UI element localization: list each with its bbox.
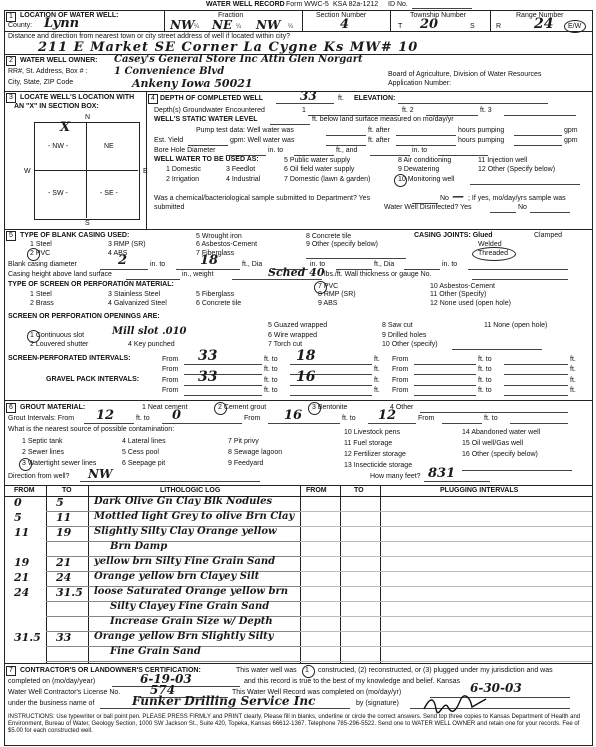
grout-to-1: 0 (172, 408, 182, 423)
screen-material-label: TYPE OF SCREEN OR PERFORATION MATERIAL: (8, 281, 174, 288)
slot-size-value: Mill slot .010 (112, 326, 187, 337)
gravel-to-label-2: ft. to (478, 377, 492, 384)
gravel-from-label-4: From (392, 387, 409, 394)
joints-welded[interactable]: Welded (478, 241, 502, 248)
opening-louvered[interactable]: 2 Louvered shutter (30, 341, 89, 348)
screen-pvc[interactable]: 7 PVC (318, 283, 339, 290)
chem-submitted: submitted (154, 204, 185, 211)
township-label: Township Number (410, 12, 467, 19)
log-row-to: 5 (56, 496, 64, 509)
range-label: Range Number (516, 12, 564, 19)
section-4-number: 4 (148, 94, 158, 104)
grout-cement-grout[interactable]: 2 Cement grout (218, 404, 267, 411)
depth-ft: ft. (338, 95, 344, 102)
perf-ft-3: ft. (374, 366, 380, 373)
perf-from-label-3: From (162, 366, 179, 373)
opening-drilled-holes[interactable]: 9 Drilled holes (382, 332, 427, 339)
contam-watertight-sewer[interactable]: 3 Watertight sewer lines (22, 460, 97, 467)
perf-ft-2: ft. (570, 356, 576, 363)
grout-to-label-3: ft. to (484, 415, 498, 422)
completed-value: 6-19-03 (140, 672, 192, 686)
contam-other[interactable]: 16 Other (specify below) (462, 451, 538, 458)
log-row-to: 21 (56, 556, 72, 569)
threaded-circle (472, 247, 516, 261)
plug-row-divider (300, 646, 592, 647)
watertight-sewer-circle (19, 458, 32, 471)
yield-rest: gpm: Well water was (230, 137, 295, 144)
log-row-divider (46, 661, 300, 662)
section-3-number: 3 (6, 93, 16, 103)
wall-thickness-label: lbs./ft. Wall thickness or gauge No. (324, 271, 432, 278)
elevation-label: ELEVATION: (354, 95, 396, 102)
gravel-intervals-label: GRAVEL PACK INTERVALS: (46, 376, 140, 383)
gravel-from-label: From (162, 377, 179, 384)
contam-insecticide-storage[interactable]: 13 Insecticide storage (344, 462, 413, 469)
contam-pit-privy[interactable]: 7 Pit privy (228, 438, 259, 445)
license-label: Water Well Contractor's License No. (8, 689, 121, 696)
casing-weight-value: Sched 40 (268, 266, 325, 279)
pvc-circle (27, 248, 40, 261)
log-row-to: 33 (56, 631, 72, 644)
screen-asbestos[interactable]: 10 Asbestos-Cement (430, 283, 495, 290)
contam-feedyard[interactable]: 9 Feedyard (228, 460, 264, 467)
chem-sample-no: No (440, 195, 449, 202)
section-grid[interactable] (34, 122, 140, 220)
fraction-value-2: NE (212, 18, 233, 32)
fraction-value-1: NW (170, 18, 195, 32)
county-value: Lynn (44, 16, 80, 31)
bore-in-to-2: in. to (412, 147, 428, 154)
perf-from-value: 33 (198, 348, 218, 364)
opening-other[interactable]: 10 Other (specify) (382, 341, 438, 348)
log-row-from: 24 (14, 586, 30, 599)
direction-label: Direction from well? (8, 473, 70, 480)
use-public-supply[interactable]: 5 Public water supply (284, 157, 351, 164)
section-1-number: 1 (6, 12, 16, 22)
log-row-description: Brn Damp (110, 541, 168, 552)
blank-to-value: 18 (200, 253, 219, 268)
location-title: LOCATION OF WATER WELL: (20, 12, 119, 19)
owner-value: Casey's General Store Inc Attn Glen Norgart (114, 54, 363, 65)
opening-continuous-slot[interactable]: 1 Continuous slot (30, 332, 85, 339)
id-number-label: ID No. (388, 1, 408, 8)
disinfected-no: No (518, 204, 527, 211)
pump-test-after: ft. after (368, 127, 390, 134)
log-row-description: yellow brn Silty Fine Grain Sand (94, 556, 276, 567)
license-value: 574 (150, 683, 176, 697)
screen-galvanized[interactable]: 4 Galvanized Steel (108, 300, 167, 307)
log-row-description: Slightly Silty Clay Orange yellow (94, 526, 277, 537)
grout-other[interactable]: 4 Other (390, 404, 414, 411)
log-row-description: Mottled light Grey to olive Brn Clay (94, 511, 295, 522)
use-lawn-garden[interactable]: 7 Domestic (lawn & garden) (284, 176, 371, 183)
opening-gauze-wrapped[interactable]: 5 Guazed wrapped (268, 322, 328, 329)
casing-abs[interactable]: 4 ABS (108, 250, 128, 257)
grid-se: - SE - (100, 190, 118, 197)
owner-label: WATER WELL OWNER: (20, 57, 98, 64)
log-row-from: 21 (14, 571, 30, 584)
perf-intervals-label: SCREEN-PERFORATED INTERVALS: (8, 355, 131, 362)
screen-other[interactable]: 11 Other (Specify) (430, 291, 487, 298)
record-completed-value: 6-30-03 (470, 681, 522, 695)
yield-hours: hours pumping (458, 137, 505, 144)
perf-to-label-2: ft. to (478, 356, 492, 363)
signature-label: by (signature) (356, 700, 399, 707)
gravel-from-label-3: From (162, 387, 179, 394)
grout-from-1: 12 (96, 408, 115, 423)
ksa-ref: KSA 82a-1212 (333, 1, 379, 8)
log-to-header: TO (62, 487, 72, 494)
contam-sewer-lines[interactable]: 2 Sewer lines (22, 449, 65, 456)
business-name-label: under the business name of (8, 700, 95, 707)
casing-height-label: Casing height above land surface (8, 271, 112, 278)
instructions: INSTRUCTIONS: Use typewriter or ball point pen. PLEASE PRESS FIRMLY and PRINT clearly. Please fill in blanks, underline or circle the correct answers. Send top three copies to Kansas Department of Health and Environment, Bureau of Water, Geology Section, 1000 SW Jackson St., Suite 420, Topeka, Kansas 66612-1367. Telephone 785-296-5522. Send one to WATER WELL OWNER and retain one for your records. Fee of $5.00 for each constructed well. (8, 714, 581, 734)
cert-constructed: constructed, (2) reconstructed, or (3) plugged under my jurisdiction and was (318, 667, 553, 674)
yield-label: Est. Yield (154, 137, 184, 144)
opening-torch-cut[interactable]: 7 Torch cut (268, 341, 303, 348)
north-label: N (85, 114, 91, 121)
casing-pvc[interactable]: 2 PVC (30, 250, 51, 257)
plug-row-divider (300, 586, 592, 587)
use-domestic[interactable]: 1 Domestic (166, 166, 202, 173)
cement-grout-circle (214, 402, 227, 415)
casing-other[interactable]: 9 Other (specify below) (306, 241, 378, 248)
grout-from-label-2: From (244, 415, 261, 422)
grout-to-label-2: ft. to (342, 415, 356, 422)
use-oil-field[interactable]: 6 Oil field water supply (284, 166, 355, 173)
log-row-description: Orange yellow Brn Slightly Silty (94, 631, 274, 642)
blank-in-to-2: in. to (310, 261, 326, 268)
east-label: E (143, 168, 148, 175)
static-level-rest: ft. below land surface measured on mo/day/yr (312, 116, 454, 123)
opening-none[interactable]: 11 None (open hole) (484, 322, 548, 329)
perf-to-label: ft. to (264, 356, 278, 363)
perf-ft-4: ft. (570, 366, 576, 373)
board-label: Board of Agriculture, Division of Water Resources (388, 71, 542, 78)
gravel-from-label-2: From (392, 377, 409, 384)
grout-to-label-1: ft. to (136, 415, 150, 422)
completed-label: completed on (mo/day/year) (8, 678, 96, 685)
section-number-value: 4 (340, 17, 350, 32)
section-6-number: 6 (6, 403, 16, 413)
address-label: RR#, St. Address, Box # : (8, 68, 88, 75)
opening-key-punched[interactable]: 4 Key punched (128, 341, 175, 348)
gravel-from-value: 33 (198, 369, 218, 385)
plug-row-divider (300, 631, 592, 632)
log-row-description: loose Saturated Orange yellow brn (94, 586, 289, 597)
blank-ft-dia: ft., Dia (242, 261, 263, 268)
contam-seepage-pit[interactable]: 6 Seepage pit (122, 460, 166, 467)
direction-value: NW (88, 467, 113, 481)
screen-steel[interactable]: 1 Steel (30, 291, 52, 298)
how-many-feet-label: How many feet? (370, 473, 421, 480)
static-level-label: WELL'S STATIC WATER LEVEL (154, 116, 258, 123)
south-label: S (85, 220, 90, 227)
log-from-header: FROM (14, 487, 35, 494)
perf-to-value: 18 (296, 348, 316, 364)
well-location-mark: X (60, 120, 71, 135)
depth-label: DEPTH OF COMPLETED WELL (160, 95, 264, 102)
log-row-from: 5 (14, 511, 22, 524)
log-row-description: Fine Grain Sand (110, 646, 201, 657)
plug-row-divider (300, 571, 592, 572)
grid-ne: NE (104, 143, 114, 150)
gravel-to-label: ft. to (264, 377, 278, 384)
log-row-to: 31.5 (56, 586, 83, 599)
plug-row-divider (300, 526, 592, 527)
use-monitoring-well[interactable]: 10 Monitoring well (398, 176, 455, 183)
bore-label: Bore Hole Diameter (154, 147, 216, 154)
use-industrial[interactable]: 4 Industrial (226, 176, 261, 183)
range-ew: E/W (568, 23, 582, 30)
use-label: WELL WATER TO BE USED AS: (154, 156, 259, 163)
grout-intervals-label: Grout Intervals: From (8, 415, 75, 422)
monitoring-well-circle (394, 174, 407, 187)
cert-this-well-was: This water well was (236, 667, 297, 674)
log-row-description: Dark Olive Gn Clay Blk Nodules (94, 496, 273, 507)
contam-oil-gas-well[interactable]: 15 Oil well/Gas well (462, 440, 524, 447)
log-row-from: 11 (14, 526, 30, 539)
locate-subtitle: AN "X" IN SECTION BOX: (14, 103, 99, 110)
fraction-value-3: NW (256, 18, 281, 32)
log-row-divider (46, 541, 300, 542)
casing-weight-label: in., weight (182, 271, 214, 278)
locate-title: LOCATE WELL'S LOCATION WITH (20, 94, 135, 101)
quarter-3: ¼ (288, 24, 294, 30)
log-row-to: 11 (56, 511, 72, 524)
section-number-label: Section Number (316, 12, 367, 19)
perf-from-label: From (162, 356, 179, 363)
certification-label: CONTRACTOR'S OR LANDOWNER'S CERTIFICATION: (20, 667, 201, 674)
use-air-conditioning[interactable]: 8 Air conditioning (398, 157, 452, 164)
plug-row-divider (300, 541, 592, 542)
contam-lateral-lines[interactable]: 4 Lateral lines (122, 438, 166, 445)
gravel-to-label-4: ft. to (478, 387, 492, 394)
pump-test-gpm: gpm (564, 127, 578, 134)
groundwater-1: 1 (302, 107, 306, 114)
city-value: Ankeny Iowa 50021 (132, 77, 253, 90)
log-row-from: 19 (14, 556, 30, 569)
casing-rmp[interactable]: 3 RMP (SR) (108, 241, 146, 248)
log-row-to: 19 (56, 526, 72, 539)
perf-from-label-4: From (392, 366, 409, 373)
contam-fertilizer-storage[interactable]: 12 Fertilizer storage (344, 451, 406, 458)
plug-row-divider (300, 556, 592, 557)
screen-none[interactable]: 12 None used (open hole) (430, 300, 511, 307)
casing-label: TYPE OF BLANK CASING USED: (20, 232, 130, 239)
log-row-to: 24 (56, 571, 72, 584)
township-s: S (470, 23, 475, 30)
completed-rest: and this record is true to the best of my knowledge and belief. Kansas (244, 678, 460, 685)
grid-sw: - SW - (48, 190, 68, 197)
openings-label: SCREEN OR PERFORATION OPENINGS ARE: (8, 313, 160, 320)
form-number: Form WWC-5 (286, 1, 329, 8)
use-dewatering[interactable]: 9 Dewatering (398, 166, 440, 173)
section-2-number: 2 (6, 56, 16, 66)
perf-to-label-4: ft. to (478, 366, 492, 373)
grout-from-2: 16 (284, 408, 303, 423)
quarter-1: ¼ (194, 24, 200, 30)
township-value: 20 (420, 17, 439, 32)
log-row-from: 0 (14, 496, 22, 509)
log-row-description: Increase Grain Size w/ Depth (110, 616, 273, 627)
chem-sample-label: Was a chemical/bacteriological sample submitted to Department? Yes (154, 195, 371, 202)
grout-to-2: 12 (378, 408, 397, 423)
blank-diameter-label: Blank casing diameter (8, 261, 77, 268)
gravel-ft: ft. (374, 377, 380, 384)
plugging-intervals-header: PLUGGING INTERVALS (440, 487, 519, 494)
perf-ft: ft. (374, 356, 380, 363)
casing-wrought-iron[interactable]: 5 Wrought iron (196, 233, 242, 240)
groundwater-3: ft. 3 (480, 107, 492, 114)
perf-to-label-3: ft. to (264, 366, 278, 373)
casing-concrete[interactable]: 8 Concrete tile (306, 233, 352, 240)
fraction-label: Fraction (218, 12, 244, 19)
screen-concrete[interactable]: 6 Concrete tile (196, 300, 242, 307)
bore-in-to: in. to (268, 147, 284, 154)
joints-clamped[interactable]: Clamped (534, 232, 563, 239)
signature (420, 693, 490, 715)
range-r: R (496, 23, 502, 30)
contam-fuel-storage[interactable]: 11 Fuel storage (344, 440, 393, 447)
bore-and: ft., and (336, 147, 358, 154)
quarter-2: ¼ (236, 24, 242, 30)
record-completed-label: This Water Well Record was completed on (mo/day/yr) (232, 689, 402, 696)
screen-brass[interactable]: 2 Brass (30, 300, 54, 307)
township-t: T (398, 23, 403, 30)
screen-abs[interactable]: 9 ABS (318, 300, 338, 307)
blank-diameter-value: 2 (118, 253, 128, 268)
grid-nw: - NW - (48, 143, 69, 150)
grout-ft-from-3: From (418, 415, 435, 422)
gravel-ft-4: ft. (570, 387, 576, 394)
log-row-from: 31.5 (14, 631, 41, 644)
contam-cess-pool[interactable]: 5 Cess pool (122, 449, 159, 456)
business-name-value: Funker Drilling Service Inc (132, 694, 316, 708)
groundwater-label: Depth(s) Groundwater Encountered (154, 107, 265, 114)
gravel-to-value: 16 (296, 369, 316, 385)
screen-rmp[interactable]: 8 RMP (SR) (318, 291, 356, 298)
form-title: WATER WELL RECORD (206, 1, 285, 8)
distance-value: 211 E Market SE Corner La Cygne Ks MW# 10 (38, 40, 419, 55)
log-row-description: Orange yellow brn Clayey Silt (94, 571, 260, 582)
gravel-ft-2: ft. (570, 377, 576, 384)
contamination-label: What is the nearest source of possible contamination: (8, 426, 175, 433)
screen-fiberglass[interactable]: 5 Fiberglass (196, 291, 235, 298)
plug-to-header: TO (354, 487, 364, 494)
county-label: County: (8, 22, 33, 29)
contam-livestock-pens[interactable]: 10 Livestock pens (344, 429, 401, 436)
blank-ft-dia-2: ft., Dia (374, 261, 395, 268)
use-injection-well[interactable]: 11 Injection well (478, 157, 528, 164)
west-label: W (24, 168, 31, 175)
gravel-ft-3: ft. (374, 387, 380, 394)
casing-asbestos[interactable]: 6 Asbestos-Cement (196, 241, 258, 248)
address-value: 1 Convenience Blvd (114, 66, 225, 77)
blank-in-to: in. to (150, 261, 166, 268)
yield-after: ft. after (368, 137, 390, 144)
city-label: City, State, ZIP Code (8, 79, 74, 86)
grout-label: GROUT MATERIAL: (20, 404, 86, 411)
use-feedlot[interactable]: 3 Feedlot (226, 166, 256, 173)
plug-row-divider (300, 616, 592, 617)
opening-saw-cut[interactable]: 8 Saw cut (382, 322, 413, 329)
depth-value: 33 (300, 89, 317, 103)
pump-test-hours: hours pumping (458, 127, 505, 134)
contam-sewage-lagoon[interactable]: 8 Sewage lagoon (228, 449, 283, 456)
contam-septic-tank[interactable]: 1 Septic tank (22, 438, 63, 445)
joints-threaded[interactable]: Threaded (478, 250, 508, 257)
gravel-to-label-3: ft. to (264, 387, 278, 394)
opening-wire-wrapped[interactable]: 6 Wire wrapped (268, 332, 318, 339)
joints-label: CASING JOINTS: Glued (414, 232, 493, 239)
groundwater-2: ft. 2 (402, 107, 414, 114)
application-number-label: Application Number: (388, 80, 452, 87)
range-east-circle (564, 20, 586, 33)
grout-bentonite[interactable]: 3 Bentonite (312, 404, 348, 411)
disinfected-label: Water Well Disinfected? Yes (384, 204, 472, 211)
pump-test-label: Pump test data: Well water was (196, 127, 294, 134)
perf-from-label-2: From (392, 356, 409, 363)
use-other[interactable]: 12 Other (Specify below) (478, 166, 556, 173)
log-row-description: Silty Clayey Fine Grain Sand (110, 601, 270, 612)
lithologic-log-header: LITHOLOGIC LOG (160, 487, 221, 494)
section-5-number: 5 (6, 231, 16, 241)
bentonite-circle (308, 402, 321, 415)
blank-in-to-3: in. to (442, 261, 458, 268)
plug-row-divider (300, 661, 592, 662)
casing-fiberglass[interactable]: 7 Fiberglass (196, 250, 235, 257)
casing-steel[interactable]: 1 Steel (30, 241, 52, 248)
how-many-feet-value: 831 (428, 466, 456, 481)
contam-abandoned-well[interactable]: 14 Abandoned water well (462, 429, 541, 436)
section-7-number: 7 (6, 666, 16, 676)
chem-sample-rest: ; If yes, mo/day/yrs sample was (468, 195, 566, 202)
grout-neat-cement[interactable]: 1 Neat cement (142, 404, 188, 411)
plug-row-divider (300, 511, 592, 512)
plug-row-divider (300, 601, 592, 602)
distance-label: Distance and direction from nearest town or city street address of well if located within city? (8, 33, 291, 40)
range-value: 24 (534, 16, 554, 32)
plug-from-header: FROM (306, 487, 327, 494)
yield-gpm: gpm (564, 137, 578, 144)
use-irrigation[interactable]: 2 Irrigation (166, 176, 200, 183)
screen-stainless[interactable]: 3 Stainless Steel (108, 291, 161, 298)
